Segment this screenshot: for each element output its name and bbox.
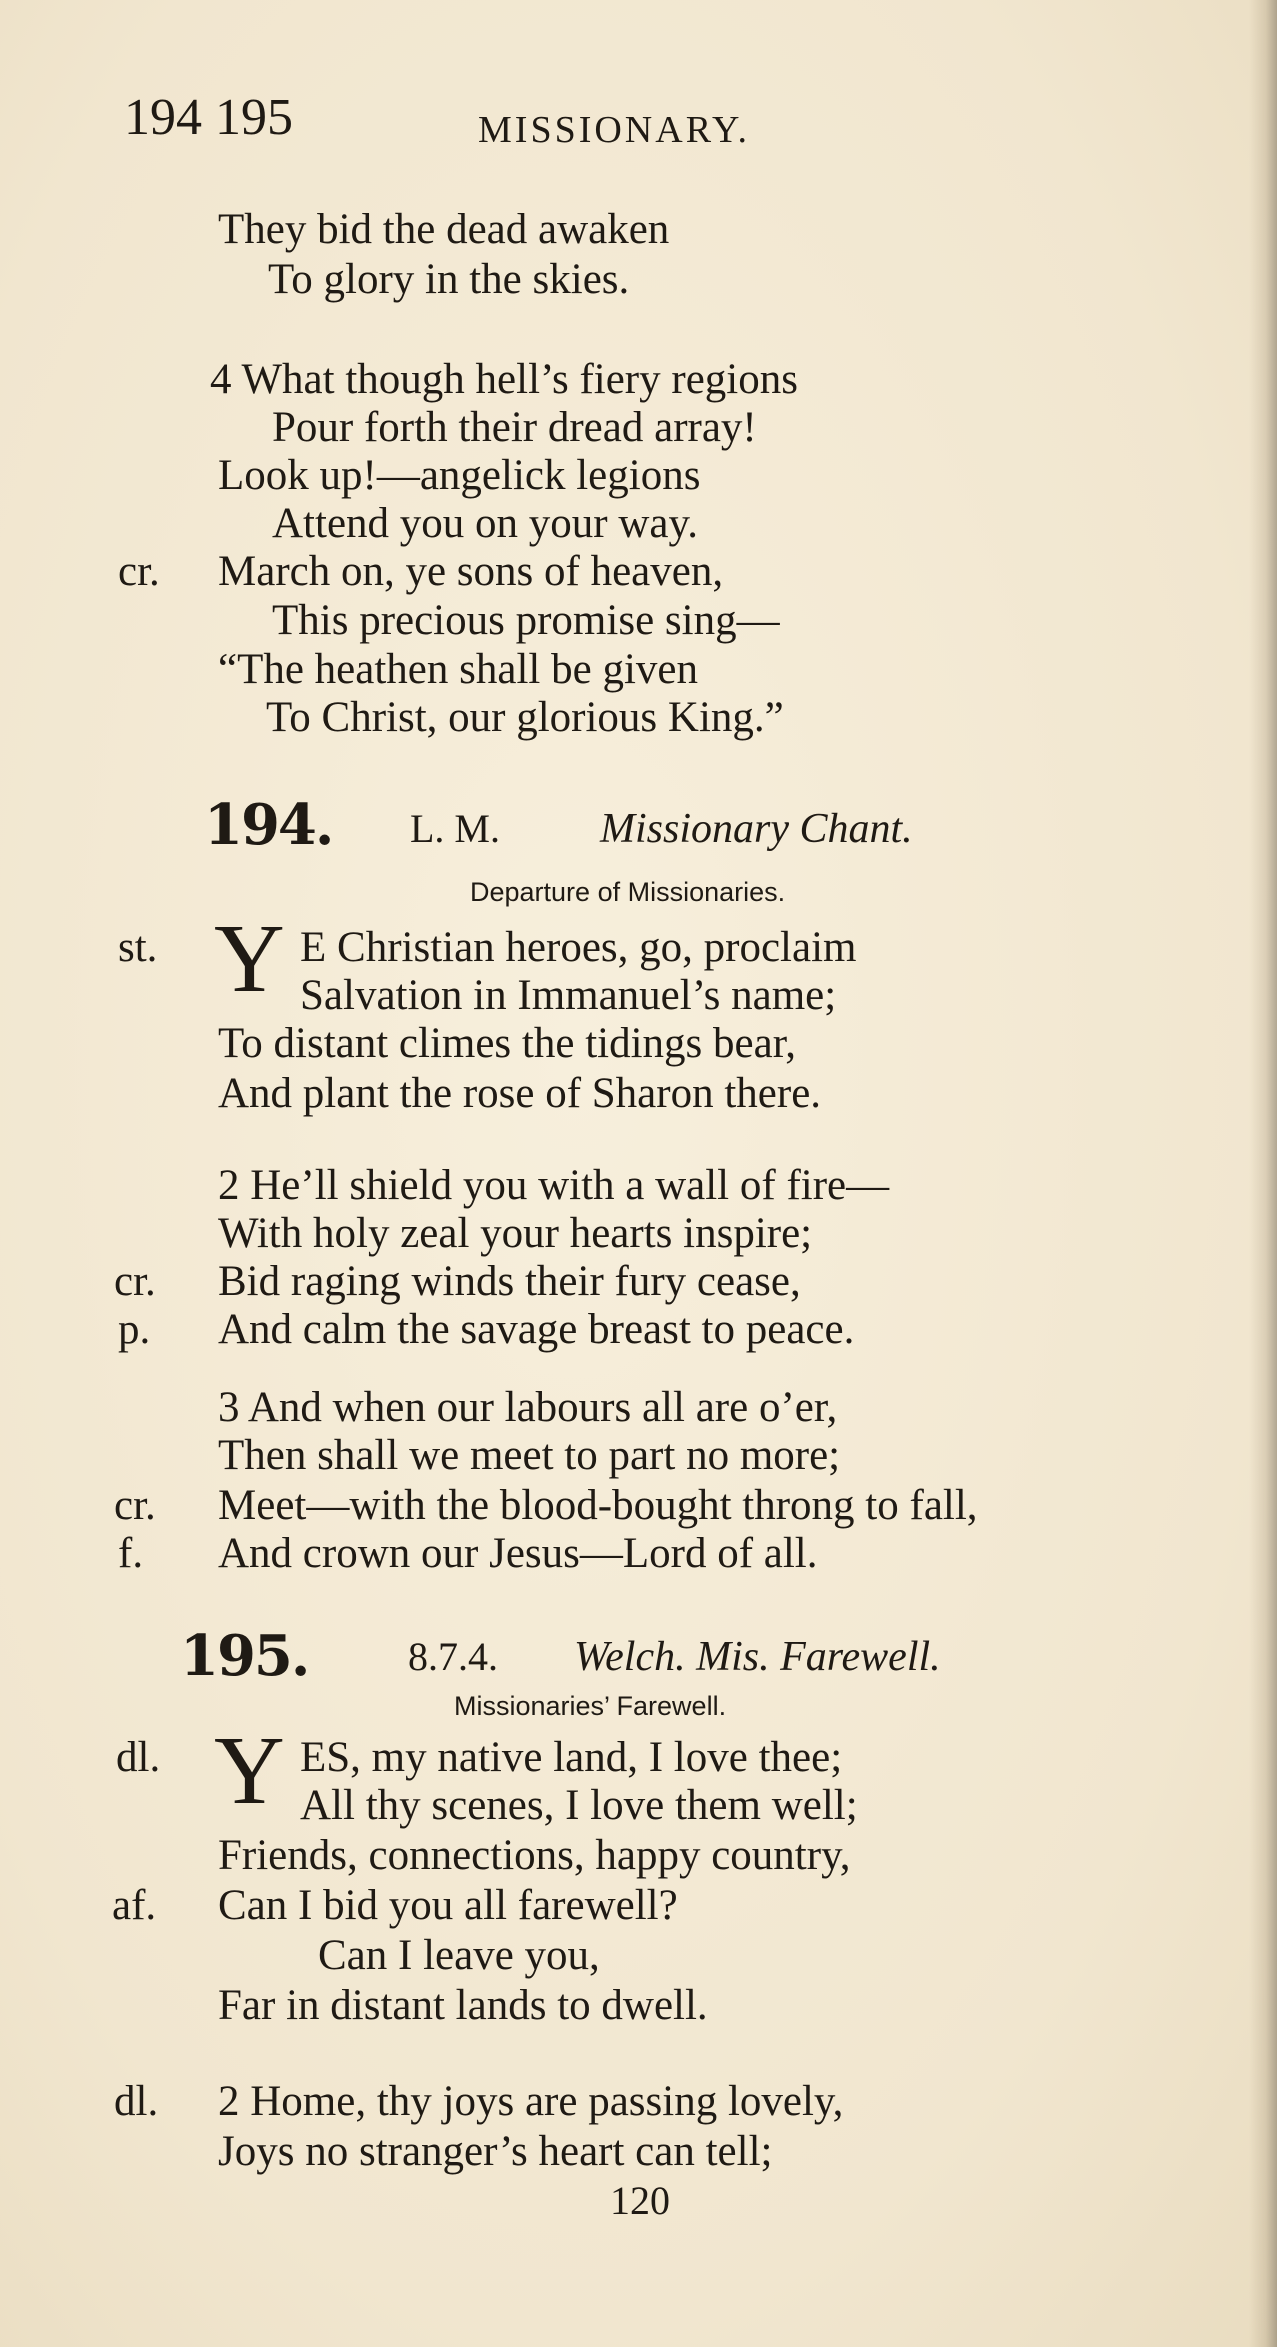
hymn-meter: 8.7.4. [408,1634,498,1679]
dynamic-mark: cr. [114,1482,156,1529]
verse-line: To distant climes the tidings bear, [218,1020,797,1067]
tune-name: Welch. Mis. Farewell. [574,1634,941,1680]
verse-line: Bid raging winds their fury cease, [218,1258,801,1305]
hymn-subtitle: Missionaries’ Farewell. [454,1691,727,1721]
verse-line: Can I bid you all farewell? [218,1882,678,1929]
dynamic-mark: p. [118,1306,151,1353]
verse-line: Attend you on your way. [272,500,698,547]
dynamic-mark: dl. [116,1734,161,1781]
verse-line: And plant the rose of Sharon there. [218,1070,822,1117]
verse-line: 4 What though hell’s fiery regions [210,356,798,403]
verse-line: 2 Home, thy joys are passing lovely, [218,2078,844,2125]
page-number: 120 [610,2178,670,2223]
verse-line: 3 And when our labours all are o’er, [218,1384,838,1431]
dynamic-mark: f. [118,1530,144,1577]
verse-line: This precious promise sing— [272,597,780,644]
verse-line: Friends, connections, happy country, [218,1832,851,1879]
verse-line: Pour forth their dread array! [272,404,757,451]
verse-line: Meet—with the blood-bought throng to fall, [218,1482,978,1529]
running-title: MISSIONARY. [478,109,750,151]
verse-line: “The heathen shall be given [218,646,698,693]
verse-line: To glory in the skies. [268,256,630,303]
verse-line: Salvation in Immanuel’s name; [300,972,837,1019]
hymn-number: 195. [180,1623,309,1689]
verse-line: ES, my native land, I love thee; [300,1734,843,1781]
drop-cap: Y [214,1717,285,1825]
verse-line: And calm the savage breast to peace. [218,1306,855,1353]
tune-name: Missionary Chant. [600,806,913,852]
verse-line: All thy scenes, I love them well; [300,1782,858,1829]
verse-line: March on, ye sons of heaven, [218,548,724,595]
verse-line: With holy zeal your hearts inspire; [218,1210,813,1257]
dynamic-mark: st. [118,924,158,971]
verse-line: And crown our Jesus—Lord of all. [218,1530,818,1577]
dynamic-mark: cr. [118,548,160,595]
dynamic-mark: af. [112,1882,157,1929]
verse-line: Look up!—angelick legions [218,452,701,499]
page-edge-shadow [1249,0,1277,2347]
verse-line: Joys no stranger’s heart can tell; [218,2128,773,2175]
hymn-subtitle: Departure of Missionaries. [470,877,786,907]
drop-cap: Y [214,905,285,1013]
hymn-meter: L. M. [410,806,500,851]
hymn-range-numbers: 194 195 [124,89,293,146]
verse-line: E Christian heroes, go, proclaim [300,924,857,971]
verse-line: To Christ, our glorious King.” [266,694,784,741]
verse-line: Then shall we meet to part no more; [218,1432,841,1479]
verse-line: Far in distant lands to dwell. [218,1982,708,2029]
verse-line: 2 He’ll shield you with a wall of fire— [218,1162,890,1209]
verse-line: Can I leave you, [318,1932,600,1979]
dynamic-mark: dl. [114,2078,159,2125]
hymn-number: 194. [204,792,333,858]
dynamic-mark: cr. [114,1258,156,1305]
verse-line: They bid the dead awaken [218,206,670,253]
